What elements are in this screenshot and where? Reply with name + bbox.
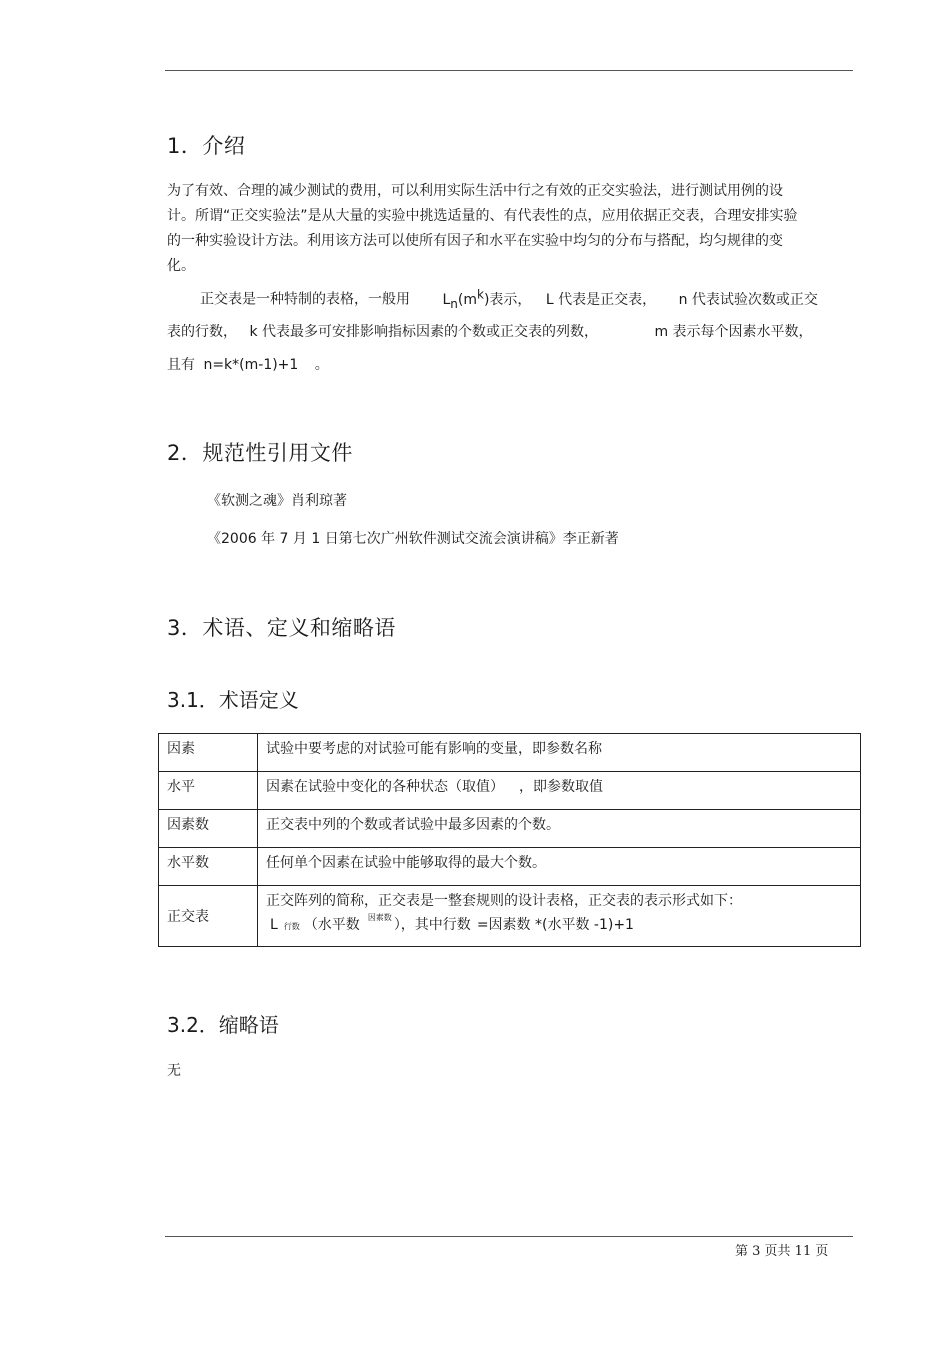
term-cell: 因素数 — [159, 810, 258, 848]
text: m 表示每个因素水平数， — [654, 324, 813, 340]
page-number: 第 3 页共 11 页 — [735, 1244, 829, 1259]
formula-sub: 行数 — [283, 922, 300, 931]
term-cell: 因素 — [159, 734, 258, 772]
formula-L: L — [270, 917, 278, 933]
definition-cell: 任何单个因素在试验中能够取得的最大个数。 — [258, 848, 861, 886]
subheading-term-definitions: 3.1．术语定义 — [167, 688, 299, 712]
heading-references: 2．规范性引用文件 — [167, 441, 353, 465]
text: )表示， — [483, 291, 532, 308]
definition-cell: 正交表中列的个数或者试验中最多因素的个数。 — [258, 810, 861, 848]
text: n 代表试验次数或正交 — [678, 291, 818, 308]
term-cell: 水平数 — [159, 848, 258, 886]
table-row — [159, 886, 861, 947]
intro-paragraph-2-line-3 — [167, 354, 329, 374]
formula-n: n — [450, 296, 458, 311]
reference-item: 《2006 年 7 月 1 日第七次广州软件测试交流会演讲稿》李正新著 — [207, 531, 619, 547]
text: ，即参数取值 — [519, 779, 603, 795]
formula: n=k*(m-1)+1 — [203, 357, 299, 373]
text: k 代表最多可安排影响指标因素的个数或正交表的列数， — [249, 324, 599, 340]
definition-cell — [258, 886, 861, 947]
table-row — [159, 848, 861, 886]
definition-cell — [258, 772, 861, 810]
text: 且有 — [167, 357, 195, 373]
text: （水平数 — [303, 917, 360, 933]
header-rule — [165, 70, 853, 71]
formula-lnmk — [442, 287, 532, 311]
table-row — [159, 772, 861, 810]
reference-item: 《软测之魂》肖利琼著 — [207, 493, 347, 509]
term-definition-table — [158, 733, 861, 947]
subheading-abbreviations: 3.2．缩略语 — [167, 1013, 279, 1037]
text: 表的行数， — [167, 324, 237, 340]
table-row — [159, 734, 861, 772]
intro-paragraph-2-line-1 — [200, 287, 818, 310]
text: =因素数 *(水平数 -1)+1 — [476, 917, 634, 933]
table-row — [159, 810, 861, 848]
heading-intro: 1．介绍 — [167, 134, 246, 158]
abbreviations-text: 无 — [167, 1063, 181, 1079]
formula-line — [270, 914, 852, 934]
footer-rule — [165, 1236, 853, 1237]
text: L 代表是正交表， — [545, 291, 657, 308]
formula-sup: 因素数 — [367, 913, 392, 922]
text: 因素在试验中变化的各种状态（取值） — [266, 779, 497, 795]
text: 正交阵列的简称，正交表是一整套规则的设计表格，正交表的表示形式如下： — [266, 893, 742, 909]
intro-paragraph-1: 为了有效、合理的减少测试的费用，可以利用实际生活中行之有效的正交实验法，进行测试用例的设计。所谓“正交实验法”是从大量的实验中挑选适量的、有代表性的点，应用依据正交表，合理安排实验的一种实验设计方法。利用该方法可以使所有因子和水平在实验中均匀的分布与搭配，均匀规律的变化。 — [167, 183, 798, 274]
heading-terms: 3．术语、定义和缩略语 — [167, 616, 396, 640]
text: 正交表是一种特制的表格，一般用 — [200, 291, 410, 308]
text: ），其中行数 — [393, 917, 471, 933]
intro-paragraph-2-line-2 — [167, 321, 813, 341]
term-cell: 正交表 — [159, 886, 258, 947]
text: 。 — [314, 357, 329, 373]
formula-L: L — [442, 291, 451, 308]
formula-m: (m — [457, 291, 477, 308]
formula-k: k — [476, 287, 484, 301]
definition-cell: 试验中要考虑的对试验可能有影响的变量，即参数名称 — [258, 734, 861, 772]
term-cell: 水平 — [159, 772, 258, 810]
